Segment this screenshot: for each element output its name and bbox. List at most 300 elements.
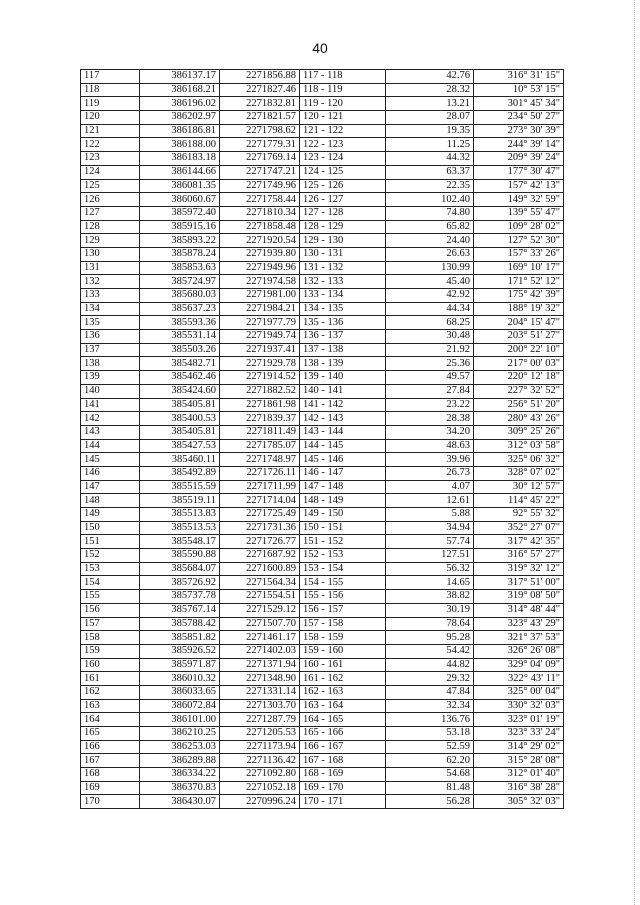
point-number-cell: 129 [81, 234, 140, 248]
y-coordinate-cell: 2271564.34 [220, 576, 300, 590]
length-cell: 19.35 [386, 124, 474, 138]
length-cell: 26.63 [386, 247, 474, 261]
y-coordinate-cell: 2271858.48 [220, 220, 300, 234]
length-cell: 32.34 [386, 699, 474, 713]
length-cell: 28.32 [386, 83, 474, 97]
x-coordinate-cell: 386033.65 [140, 685, 220, 699]
bearing-cell: 109° 28' 02" [474, 220, 564, 234]
segment-cell: 159 - 160 [300, 644, 386, 658]
point-number-cell: 165 [81, 727, 140, 741]
bearing-cell: 323° 33' 24" [474, 727, 564, 741]
y-coordinate-cell: 2271977.79 [220, 316, 300, 330]
table-row [81, 343, 564, 357]
length-cell: 78.64 [386, 617, 474, 631]
segment-cell: 158 - 159 [300, 631, 386, 645]
length-cell: 53.18 [386, 727, 474, 741]
segment-cell: 124 - 125 [300, 165, 386, 179]
y-coordinate-cell: 2271205.53 [220, 727, 300, 741]
y-coordinate-cell: 2271981.00 [220, 289, 300, 303]
point-number-cell: 131 [81, 261, 140, 275]
y-coordinate-cell: 2271747.21 [220, 165, 300, 179]
point-number-cell: 158 [81, 631, 140, 645]
table-row [81, 261, 564, 275]
table-row [81, 453, 564, 467]
y-coordinate-cell: 2271725.49 [220, 508, 300, 522]
segment-cell: 143 - 144 [300, 425, 386, 439]
x-coordinate-cell: 385680.03 [140, 289, 220, 303]
y-coordinate-cell: 2271529.12 [220, 603, 300, 617]
length-cell: 4.07 [386, 480, 474, 494]
length-cell: 34.94 [386, 521, 474, 535]
segment-cell: 157 - 158 [300, 617, 386, 631]
table-row [81, 603, 564, 617]
table-row [81, 768, 564, 782]
x-coordinate-cell: 385424.60 [140, 384, 220, 398]
bearing-cell: 317° 42' 35" [474, 535, 564, 549]
coordinates-table [80, 69, 564, 809]
x-coordinate-cell: 385513.83 [140, 508, 220, 522]
point-number-cell: 159 [81, 644, 140, 658]
segment-cell: 125 - 126 [300, 179, 386, 193]
segment-cell: 132 - 133 [300, 275, 386, 289]
bearing-cell: 316° 57' 27" [474, 549, 564, 563]
x-coordinate-cell: 385893.22 [140, 234, 220, 248]
y-coordinate-cell: 2271839.37 [220, 412, 300, 426]
x-coordinate-cell: 386289.88 [140, 754, 220, 768]
point-number-cell: 124 [81, 165, 140, 179]
point-number-cell: 128 [81, 220, 140, 234]
segment-cell: 146 - 147 [300, 466, 386, 480]
length-cell: 24.40 [386, 234, 474, 248]
length-cell: 56.32 [386, 562, 474, 576]
x-coordinate-cell: 386101.00 [140, 713, 220, 727]
point-number-cell: 160 [81, 658, 140, 672]
y-coordinate-cell: 2271371.94 [220, 658, 300, 672]
bearing-cell: 188° 19' 32" [474, 302, 564, 316]
bearing-cell: 280° 43' 26" [474, 412, 564, 426]
length-cell: 28.07 [386, 111, 474, 125]
segment-cell: 137 - 138 [300, 343, 386, 357]
table-row [81, 83, 564, 97]
length-cell: 14.65 [386, 576, 474, 590]
table-row [81, 371, 564, 385]
table-row [81, 384, 564, 398]
segment-cell: 138 - 139 [300, 357, 386, 371]
segment-cell: 119 - 120 [300, 97, 386, 111]
point-number-cell: 120 [81, 111, 140, 125]
bearing-cell: 319° 32' 12" [474, 562, 564, 576]
point-number-cell: 167 [81, 754, 140, 768]
bearing-cell: 316° 31' 15" [474, 70, 564, 84]
bearing-cell: 220° 12' 18" [474, 371, 564, 385]
bearing-cell: 330° 32' 03" [474, 699, 564, 713]
x-coordinate-cell: 385503.26 [140, 343, 220, 357]
x-coordinate-cell: 386370.83 [140, 781, 220, 795]
segment-cell: 123 - 124 [300, 152, 386, 166]
table-row [81, 562, 564, 576]
point-number-cell: 161 [81, 672, 140, 686]
x-coordinate-cell: 385878.24 [140, 247, 220, 261]
length-cell: 49.57 [386, 371, 474, 385]
bearing-cell: 157° 42' 13" [474, 179, 564, 193]
point-number-cell: 155 [81, 590, 140, 604]
point-number-cell: 119 [81, 97, 140, 111]
table-row [81, 152, 564, 166]
segment-cell: 145 - 146 [300, 453, 386, 467]
segment-cell: 129 - 130 [300, 234, 386, 248]
table-row [81, 631, 564, 645]
x-coordinate-cell: 385405.81 [140, 425, 220, 439]
table-row [81, 275, 564, 289]
length-cell: 34.20 [386, 425, 474, 439]
point-number-cell: 162 [81, 685, 140, 699]
table-row [81, 754, 564, 768]
y-coordinate-cell: 2271714.04 [220, 494, 300, 508]
bearing-cell: 227° 32' 52" [474, 384, 564, 398]
y-coordinate-cell: 2271984.21 [220, 302, 300, 316]
y-coordinate-cell: 2271687.92 [220, 549, 300, 563]
length-cell: 27.84 [386, 384, 474, 398]
length-cell: 22.35 [386, 179, 474, 193]
y-coordinate-cell: 2271769.14 [220, 152, 300, 166]
bearing-cell: 169° 10' 17" [474, 261, 564, 275]
length-cell: 47.84 [386, 685, 474, 699]
table-row [81, 330, 564, 344]
point-number-cell: 125 [81, 179, 140, 193]
x-coordinate-cell: 385460.11 [140, 453, 220, 467]
point-number-cell: 127 [81, 206, 140, 220]
table-row [81, 508, 564, 522]
x-coordinate-cell: 385726.92 [140, 576, 220, 590]
table-row [81, 699, 564, 713]
point-number-cell: 123 [81, 152, 140, 166]
table-row [81, 644, 564, 658]
table-row [81, 412, 564, 426]
length-cell: 54.42 [386, 644, 474, 658]
x-coordinate-cell: 386334.22 [140, 768, 220, 782]
y-coordinate-cell: 2271974.58 [220, 275, 300, 289]
x-coordinate-cell: 386060.67 [140, 193, 220, 207]
point-number-cell: 135 [81, 316, 140, 330]
y-coordinate-cell: 2271173.94 [220, 740, 300, 754]
bearing-cell: 314° 29' 02" [474, 740, 564, 754]
point-number-cell: 157 [81, 617, 140, 631]
bearing-cell: 256° 51' 20" [474, 398, 564, 412]
bearing-cell: 175° 42' 39" [474, 289, 564, 303]
x-coordinate-cell: 386430.07 [140, 795, 220, 809]
bearing-cell: 321° 37' 53" [474, 631, 564, 645]
bearing-cell: 317° 51' 00" [474, 576, 564, 590]
table-row [81, 713, 564, 727]
coordinates-table-body [81, 70, 564, 809]
point-number-cell: 122 [81, 138, 140, 152]
table-row [81, 111, 564, 125]
segment-cell: 148 - 149 [300, 494, 386, 508]
y-coordinate-cell: 2271920.54 [220, 234, 300, 248]
point-number-cell: 138 [81, 357, 140, 371]
y-coordinate-cell: 2271937.41 [220, 343, 300, 357]
segment-cell: 147 - 148 [300, 480, 386, 494]
x-coordinate-cell: 385853.63 [140, 261, 220, 275]
table-row [81, 316, 564, 330]
bearing-cell: 244° 39' 14" [474, 138, 564, 152]
bearing-cell: 325° 00' 04" [474, 685, 564, 699]
y-coordinate-cell: 2271461.17 [220, 631, 300, 645]
x-coordinate-cell: 386072.84 [140, 699, 220, 713]
length-cell: 21.92 [386, 343, 474, 357]
table-row [81, 535, 564, 549]
point-number-cell: 136 [81, 330, 140, 344]
bearing-cell: 203° 51' 27" [474, 330, 564, 344]
point-number-cell: 166 [81, 740, 140, 754]
bearing-cell: 305° 32' 03" [474, 795, 564, 809]
bearing-cell: 323° 43' 29" [474, 617, 564, 631]
length-cell: 48.63 [386, 439, 474, 453]
bearing-cell: 139° 55' 47" [474, 206, 564, 220]
length-cell: 57.74 [386, 535, 474, 549]
x-coordinate-cell: 385767.14 [140, 603, 220, 617]
x-coordinate-cell: 385724.97 [140, 275, 220, 289]
y-coordinate-cell: 2271779.31 [220, 138, 300, 152]
table-row [81, 590, 564, 604]
bearing-cell: 30° 12' 57" [474, 480, 564, 494]
point-number-cell: 169 [81, 781, 140, 795]
table-row [81, 466, 564, 480]
x-coordinate-cell: 385593.36 [140, 316, 220, 330]
segment-cell: 139 - 140 [300, 371, 386, 385]
table-row [81, 124, 564, 138]
table-row [81, 398, 564, 412]
point-number-cell: 156 [81, 603, 140, 617]
point-number-cell: 133 [81, 289, 140, 303]
table-row [81, 425, 564, 439]
bearing-cell: 177° 30' 47" [474, 165, 564, 179]
point-number-cell: 137 [81, 343, 140, 357]
x-coordinate-cell: 385405.81 [140, 398, 220, 412]
length-cell: 62.20 [386, 754, 474, 768]
y-coordinate-cell: 2271711.99 [220, 480, 300, 494]
bearing-cell: 234° 50' 27" [474, 111, 564, 125]
length-cell: 42.92 [386, 289, 474, 303]
point-number-cell: 121 [81, 124, 140, 138]
table-row [81, 193, 564, 207]
bearing-cell: 352° 27' 07" [474, 521, 564, 535]
table-row [81, 138, 564, 152]
length-cell: 56.28 [386, 795, 474, 809]
y-coordinate-cell: 2271287.79 [220, 713, 300, 727]
y-coordinate-cell: 2271726.11 [220, 466, 300, 480]
x-coordinate-cell: 385971.87 [140, 658, 220, 672]
point-number-cell: 150 [81, 521, 140, 535]
segment-cell: 163 - 164 [300, 699, 386, 713]
y-coordinate-cell: 2271949.96 [220, 261, 300, 275]
table-row [81, 576, 564, 590]
segment-cell: 161 - 162 [300, 672, 386, 686]
x-coordinate-cell: 385548.17 [140, 535, 220, 549]
segment-cell: 117 - 118 [300, 70, 386, 84]
length-cell: 127.51 [386, 549, 474, 563]
y-coordinate-cell: 2271726.77 [220, 535, 300, 549]
point-number-cell: 149 [81, 508, 140, 522]
x-coordinate-cell: 386081.35 [140, 179, 220, 193]
table-row [81, 206, 564, 220]
length-cell: 68.25 [386, 316, 474, 330]
bearing-cell: 127° 52' 30" [474, 234, 564, 248]
length-cell: 44.32 [386, 152, 474, 166]
y-coordinate-cell: 2271914.52 [220, 371, 300, 385]
bearing-cell: 326° 26' 08" [474, 644, 564, 658]
y-coordinate-cell: 2271811.49 [220, 425, 300, 439]
bearing-cell: 10° 53' 15" [474, 83, 564, 97]
y-coordinate-cell: 2271949.74 [220, 330, 300, 344]
bearing-cell: 301° 45' 34" [474, 97, 564, 111]
y-coordinate-cell: 2271554.51 [220, 590, 300, 604]
point-number-cell: 140 [81, 384, 140, 398]
bearing-cell: 92° 55' 32" [474, 508, 564, 522]
bearing-cell: 329° 04' 09" [474, 658, 564, 672]
segment-cell: 167 - 168 [300, 754, 386, 768]
x-coordinate-cell: 386144.66 [140, 165, 220, 179]
y-coordinate-cell: 2271827.46 [220, 83, 300, 97]
segment-cell: 126 - 127 [300, 193, 386, 207]
length-cell: 130.99 [386, 261, 474, 275]
scan-edge-line [634, 0, 636, 905]
length-cell: 65.82 [386, 220, 474, 234]
point-number-cell: 154 [81, 576, 140, 590]
segment-cell: 156 - 157 [300, 603, 386, 617]
x-coordinate-cell: 385400.53 [140, 412, 220, 426]
x-coordinate-cell: 385737.78 [140, 590, 220, 604]
segment-cell: 128 - 129 [300, 220, 386, 234]
bearing-cell: 309° 25' 26" [474, 425, 564, 439]
point-number-cell: 164 [81, 713, 140, 727]
x-coordinate-cell: 385926.52 [140, 644, 220, 658]
x-coordinate-cell: 386168.21 [140, 83, 220, 97]
table-row [81, 480, 564, 494]
segment-cell: 154 - 155 [300, 576, 386, 590]
table-row [81, 617, 564, 631]
point-number-cell: 152 [81, 549, 140, 563]
y-coordinate-cell: 2271052.18 [220, 781, 300, 795]
segment-cell: 127 - 128 [300, 206, 386, 220]
segment-cell: 152 - 153 [300, 549, 386, 563]
length-cell: 102.40 [386, 193, 474, 207]
y-coordinate-cell: 2271810.34 [220, 206, 300, 220]
y-coordinate-cell: 2271821.57 [220, 111, 300, 125]
length-cell: 23.22 [386, 398, 474, 412]
x-coordinate-cell: 385590.88 [140, 549, 220, 563]
length-cell: 63.37 [386, 165, 474, 179]
length-cell: 25.36 [386, 357, 474, 371]
y-coordinate-cell: 2271832.81 [220, 97, 300, 111]
table-row [81, 97, 564, 111]
segment-cell: 151 - 152 [300, 535, 386, 549]
length-cell: 38.82 [386, 590, 474, 604]
length-cell: 11.25 [386, 138, 474, 152]
x-coordinate-cell: 386137.17 [140, 70, 220, 84]
x-coordinate-cell: 385427.53 [140, 439, 220, 453]
y-coordinate-cell: 2271748.97 [220, 453, 300, 467]
x-coordinate-cell: 385684.07 [140, 562, 220, 576]
point-number-cell: 139 [81, 371, 140, 385]
bearing-cell: 149° 32' 59" [474, 193, 564, 207]
table-row [81, 70, 564, 84]
table-row [81, 302, 564, 316]
segment-cell: 122 - 123 [300, 138, 386, 152]
segment-cell: 134 - 135 [300, 302, 386, 316]
bearing-cell: 273° 30' 39" [474, 124, 564, 138]
length-cell: 12.61 [386, 494, 474, 508]
bearing-cell: 328° 07' 02" [474, 466, 564, 480]
point-number-cell: 132 [81, 275, 140, 289]
y-coordinate-cell: 2271402.03 [220, 644, 300, 658]
length-cell: 44.82 [386, 658, 474, 672]
point-number-cell: 153 [81, 562, 140, 576]
segment-cell: 120 - 121 [300, 111, 386, 125]
point-number-cell: 170 [81, 795, 140, 809]
bearing-cell: 204° 15' 47" [474, 316, 564, 330]
table-row [81, 521, 564, 535]
length-cell: 95.28 [386, 631, 474, 645]
point-number-cell: 117 [81, 70, 140, 84]
bearing-cell: 171° 52' 12" [474, 275, 564, 289]
point-number-cell: 118 [81, 83, 140, 97]
bearing-cell: 312° 01' 40" [474, 768, 564, 782]
x-coordinate-cell: 386183.18 [140, 152, 220, 166]
y-coordinate-cell: 2271856.88 [220, 70, 300, 84]
bearing-cell: 323° 01' 19" [474, 713, 564, 727]
x-coordinate-cell: 385637.23 [140, 302, 220, 316]
point-number-cell: 143 [81, 425, 140, 439]
point-number-cell: 130 [81, 247, 140, 261]
bearing-cell: 325° 06' 32" [474, 453, 564, 467]
segment-cell: 170 - 171 [300, 795, 386, 809]
segment-cell: 153 - 154 [300, 562, 386, 576]
table-row [81, 672, 564, 686]
y-coordinate-cell: 2271348.90 [220, 672, 300, 686]
y-coordinate-cell: 2271798.62 [220, 124, 300, 138]
table-row [81, 165, 564, 179]
table-row [81, 658, 564, 672]
x-coordinate-cell: 385482.71 [140, 357, 220, 371]
bearing-cell: 316° 38' 28" [474, 781, 564, 795]
segment-cell: 149 - 150 [300, 508, 386, 522]
length-cell: 52.59 [386, 740, 474, 754]
x-coordinate-cell: 385513.53 [140, 521, 220, 535]
x-coordinate-cell: 386196.02 [140, 97, 220, 111]
length-cell: 44.34 [386, 302, 474, 316]
y-coordinate-cell: 2271731.36 [220, 521, 300, 535]
length-cell: 28.38 [386, 412, 474, 426]
segment-cell: 118 - 119 [300, 83, 386, 97]
segment-cell: 140 - 141 [300, 384, 386, 398]
length-cell: 29.32 [386, 672, 474, 686]
x-coordinate-cell: 385519.11 [140, 494, 220, 508]
table-row [81, 247, 564, 261]
y-coordinate-cell: 2271092.80 [220, 768, 300, 782]
length-cell: 39.96 [386, 453, 474, 467]
segment-cell: 133 - 134 [300, 289, 386, 303]
segment-cell: 136 - 137 [300, 330, 386, 344]
point-number-cell: 145 [81, 453, 140, 467]
table-row [81, 685, 564, 699]
table-row [81, 740, 564, 754]
bearing-cell: 209° 39' 24" [474, 152, 564, 166]
bearing-cell: 315° 28' 08" [474, 754, 564, 768]
segment-cell: 169 - 170 [300, 781, 386, 795]
y-coordinate-cell: 2271749.96 [220, 179, 300, 193]
table-row [81, 289, 564, 303]
